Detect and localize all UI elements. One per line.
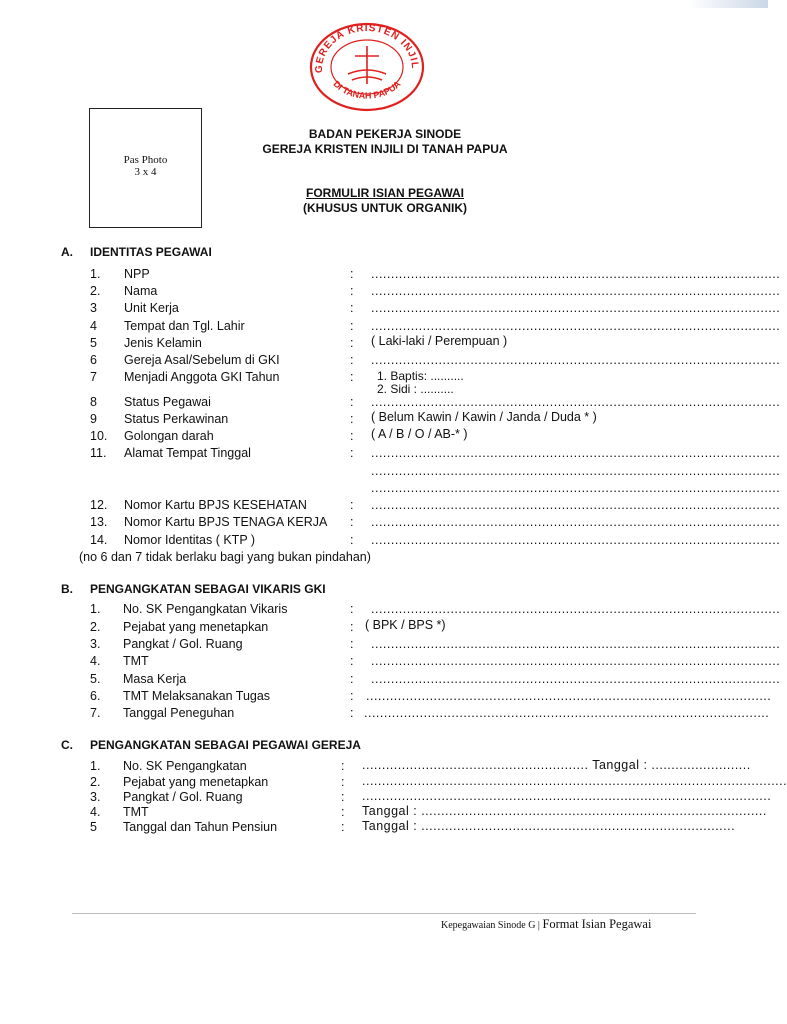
row-label: Unit Kerja <box>124 301 179 315</box>
photo-label-line1: Pas Photo <box>123 154 168 166</box>
row-number: 1. <box>90 267 101 281</box>
fill-line[interactable]: ....................................................................................................... <box>371 464 781 478</box>
row-number: 6 <box>90 353 97 367</box>
row-number: 1. <box>90 602 101 616</box>
row-number: 13. <box>90 515 108 529</box>
photo-label <box>90 154 201 178</box>
church-logo <box>308 22 426 112</box>
row-label: Nomor Kartu BPJS KESEHATAN <box>124 498 307 512</box>
gender-options[interactable]: ( Laki-laki / Perempuan ) <box>371 334 508 348</box>
row-number: 4. <box>90 805 101 819</box>
confirmation-field[interactable]: 2. Sidi : .......... <box>377 382 454 396</box>
row-colon: : <box>350 515 354 529</box>
row-label: Alamat Tempat Tinggal <box>124 446 251 460</box>
row-number: 3. <box>90 790 101 804</box>
row-label: Tempat dan Tgl. Lahir <box>124 319 245 333</box>
fill-line[interactable]: ....................................................................................................... <box>371 533 781 547</box>
row-number: 11. <box>90 446 107 460</box>
row-colon: : <box>350 620 354 634</box>
footer-divider <box>72 913 696 914</box>
section-b-title: PENGANGKATAN SEBAGAI VIKARIS GKI <box>90 582 326 596</box>
row-colon: : <box>350 672 354 686</box>
row-colon: : <box>350 429 354 443</box>
fill-line[interactable]: Tanggal : ............................................................................... <box>362 819 736 833</box>
logo-arc-top: GEREJA KRISTEN INJIL <box>313 22 421 74</box>
row-label: Gereja Asal/Sebelum di GKI <box>124 353 280 367</box>
row-colon: : <box>350 284 354 298</box>
baptism-field[interactable]: 1. Baptis: .......... <box>377 369 464 383</box>
row-number: 2. <box>90 284 101 298</box>
fill-line[interactable]: ....................................................................................................... <box>371 301 781 315</box>
form-title: FORMULIR ISIAN PEGAWAI <box>305 186 464 200</box>
row-colon: : <box>350 498 354 512</box>
row-number: 12. <box>90 498 108 512</box>
row-label: Masa Kerja <box>123 672 187 686</box>
row-label: Tanggal dan Tahun Pensiun <box>123 820 278 834</box>
fill-line[interactable]: Tanggal : ....................................................................................... <box>362 804 767 818</box>
row-label: Status Pegawai <box>124 395 211 409</box>
row-label: Pangkat / Gol. Ruang <box>123 637 243 651</box>
photo-label-line2: 3 x 4 <box>134 166 157 178</box>
fill-line[interactable]: ....................................................................................................... <box>371 672 781 686</box>
row-label: Menjadi Anggota GKI Tahun <box>124 370 280 384</box>
row-colon: : <box>350 412 354 426</box>
fill-line[interactable]: ....................................................................................................... <box>371 498 781 512</box>
fill-line[interactable]: ........................................................................................................... <box>362 774 787 788</box>
fill-line[interactable]: ....................................................................................................... <box>371 395 781 409</box>
row-colon: : <box>341 775 345 789</box>
row-label: TMT Melaksanakan Tugas <box>123 689 271 703</box>
row-number: 5. <box>90 672 101 686</box>
row-number: 3 <box>90 301 97 315</box>
row-number: 8 <box>90 395 97 409</box>
row-colon: : <box>350 370 354 384</box>
row-label: NPP <box>124 267 150 281</box>
row-colon: : <box>350 637 354 651</box>
row-colon: : <box>350 353 354 367</box>
fill-line[interactable]: ....................................................................................................... <box>371 353 781 367</box>
section-c-title: PENGANGKATAN SEBAGAI PEGAWAI GEREJA <box>90 738 361 752</box>
row-number: 4 <box>90 319 97 333</box>
photo-placeholder <box>89 108 202 228</box>
fill-line[interactable]: ....................................................................................................... <box>371 446 781 460</box>
org-name-line1: BADAN PEKERJA SINODE <box>308 127 462 141</box>
fill-line[interactable]: ....................................................................................................... <box>362 789 772 803</box>
row-number: 4. <box>90 654 101 668</box>
section-b-letter: B. <box>61 582 73 596</box>
row-colon: : <box>350 689 354 703</box>
row-number: 14. <box>90 533 108 547</box>
row-colon: : <box>341 759 345 773</box>
row-colon: : <box>341 805 345 819</box>
footer-right: Format Isian Pegawai <box>542 917 652 931</box>
row-label: No. SK Pengangkatan Vikaris <box>123 602 288 616</box>
page-footer <box>441 917 696 932</box>
row-label: Pejabat yang menetapkan <box>123 620 269 634</box>
row-number: 2. <box>90 775 101 789</box>
row-colon: : <box>350 602 354 616</box>
row-label: TMT <box>123 654 149 668</box>
section-a-letter: A. <box>61 245 73 259</box>
logo-arc-bottom: DI TANAH PAPUA <box>331 78 403 101</box>
org-name-line2: GEREJA KRISTEN INJILI DI TANAH PAPUA <box>262 142 508 156</box>
fill-line[interactable]: ....................................................................................................... <box>371 515 781 529</box>
row-colon: : <box>350 267 354 281</box>
row-label: Pangkat / Gol. Ruang <box>123 790 243 804</box>
row-colon: : <box>350 446 354 460</box>
row-colon: : <box>350 395 354 409</box>
row-colon: : <box>350 706 354 720</box>
row-label: Nomor Kartu BPJS TENAGA KERJA <box>124 515 328 529</box>
row-number: 1. <box>90 759 101 773</box>
row-colon: : <box>350 654 354 668</box>
corner-artifact <box>688 0 768 8</box>
section-c-letter: C. <box>61 738 73 752</box>
row-label: Pejabat yang menetapkan <box>123 775 269 789</box>
row-colon: : <box>350 336 354 350</box>
fill-line[interactable]: ....................................................................................................... <box>371 319 781 333</box>
row-number: 2. <box>90 620 101 634</box>
row-number: 7. <box>90 706 101 720</box>
row-colon: : <box>350 301 354 315</box>
section-a-title: IDENTITAS PEGAWAI <box>90 245 212 259</box>
form-subtitle: (KHUSUS UNTUK ORGANIK) <box>303 201 467 215</box>
appointing-official-options[interactable]: ( BPK / BPS *) <box>365 618 446 632</box>
fill-line[interactable]: ...................................................................................................... <box>366 689 772 703</box>
row-label: TMT <box>123 805 149 819</box>
fill-line[interactable]: ...................................................................................................... <box>364 706 770 720</box>
row-colon: : <box>350 319 354 333</box>
row-number: 7 <box>90 370 97 384</box>
footer-left: Kepegawaian Sinode G <box>441 920 536 931</box>
row-number: 10. <box>90 429 108 443</box>
row-label: Nomor Identitas ( KTP ) <box>124 533 256 547</box>
row-number: 5 <box>90 820 97 834</box>
row-label: No. SK Pengangkatan <box>123 759 247 773</box>
blood-type-options[interactable]: ( A / B / O / AB-* ) <box>371 427 468 441</box>
cross-icon <box>348 46 386 84</box>
fill-line[interactable]: ....................................................................................................... <box>371 284 781 298</box>
row-label: Nama <box>124 284 158 298</box>
row-number: 9 <box>90 412 97 426</box>
row-label: Jenis Kelamin <box>124 336 202 350</box>
fill-line[interactable]: ......................................................... Tanggal : ......................... <box>362 758 751 772</box>
footer-separator: | <box>537 920 540 931</box>
fill-line[interactable]: ....................................................................................................... <box>371 637 781 651</box>
row-label: Golongan darah <box>124 429 214 443</box>
fill-line[interactable]: ....................................................................................................... <box>371 481 781 495</box>
fill-line[interactable]: ....................................................................................................... <box>371 602 781 616</box>
row-colon: : <box>350 533 354 547</box>
row-label: Status Perkawinan <box>124 412 229 426</box>
row-number: 3. <box>90 637 101 651</box>
row-label: Tanggal Peneguhan <box>123 706 235 720</box>
row-number: 6. <box>90 689 101 703</box>
section-a-note: (no 6 dan 7 tidak berlaku bagi yang bukan pindahan) <box>79 550 371 564</box>
marital-status-options[interactable]: ( Belum Kawin / Kawin / Janda / Duda * ) <box>371 410 597 424</box>
row-colon: : <box>341 820 345 834</box>
fill-line[interactable]: ....................................................................................................... <box>371 267 781 281</box>
row-number: 5 <box>90 336 97 350</box>
fill-line[interactable]: ....................................................................................................... <box>371 654 781 668</box>
row-colon: : <box>341 790 345 804</box>
